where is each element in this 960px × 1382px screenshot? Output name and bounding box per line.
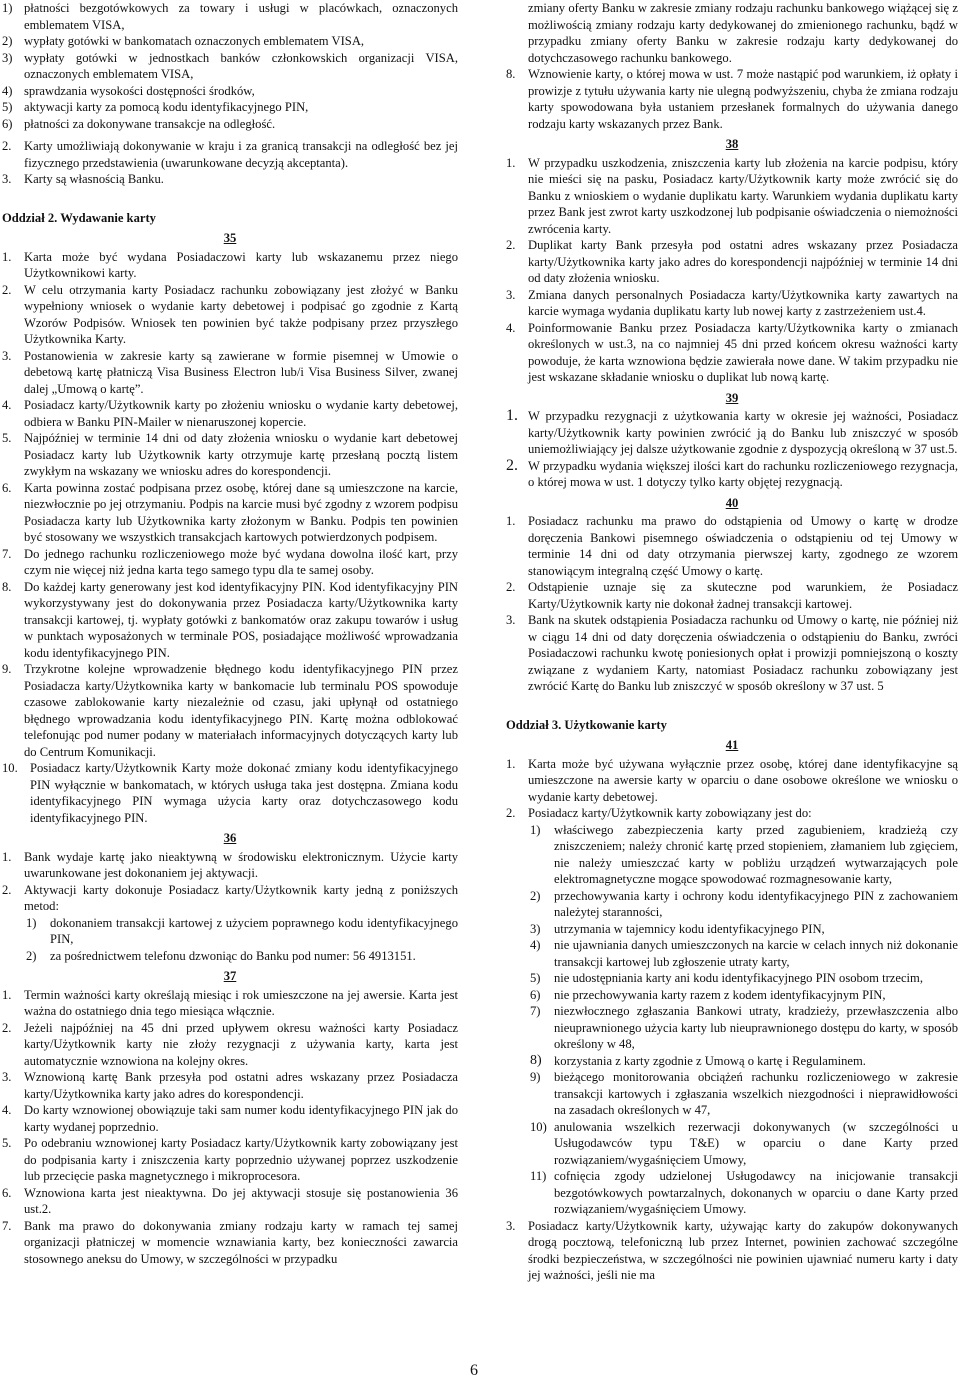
paragraph-heading-41: 41 <box>725 738 739 752</box>
item-text: Posiadacz rachunku ma prawo do odstąpienia od Umowy o kartę w drodze doręczenia Bankowi pisemnego oświadczenia o odstąpieniu od tej Umowy w terminie 14 dni od daty otrzymania pierwszej karty, zgodnego ze wzorem stanowiącym integralną część Umowy o kartę. <box>528 514 958 578</box>
item-number: 5. <box>2 431 12 445</box>
list-item <box>2 1185 458 1218</box>
sub-list-item <box>506 987 958 1004</box>
item-number: 1. <box>506 756 516 771</box>
list-item <box>2 83 458 100</box>
item-text: W celu otrzymania karty Posiadacz rachunku zobowiązany jest złożyć w Banku wypełniony wniosek o wydanie karty debetowej i podpisać go zgodnie z Kartą Wzorów Podpisów. Wniosek ten powinien być także podpisany przez przyszłego Użytkownika Karty. <box>24 282 458 346</box>
item-text: niezwłocznego zgłaszania Bankowi utraty, kradzieży, przewłaszczenia albo nieuprawnionego użycia karty lub nieuprawnionego dostępu do karty, w sposób określony w 48, <box>554 1004 958 1051</box>
item-text: zmiany oferty Banku w zakresie zmiany rodzaju rachunku bankowego wiążącej się z możliwością zmiany rodzaju karty dedykowanej do zmienionego rachunku, bądź w przypadku zmiany oferty Banku w zakresie rodzaju karty dedykowanej do dotychczasowego rachunku bankowego. <box>528 1 958 65</box>
item-number: 2. <box>506 238 516 252</box>
item-number: 1. <box>2 849 12 864</box>
list-item <box>2 430 458 480</box>
item-text: W przypadku wydania większej ilości kart do rachunku rozliczeniowego rezygnacja, o której mowa w ust. 1 dotyczy tylko karty objętej rezygnacją. <box>528 458 958 489</box>
item-text: Do jednego rachunku rozliczeniowego może być wydana dowolna ilość kart, przy czym nie więcej niż jedna karta tego samego typu dla te samej osoby. <box>24 546 458 577</box>
item-text: Termin ważności karty określają miesiąc i rok umieszczone na jej awersie. Karta jest ważna do ostatniego dnia tego miesiąca włącznie. <box>24 987 458 1018</box>
item-text: nie udostępniania karty ani kodu identyfikacyjnego PIN osobom trzecim, <box>554 971 923 985</box>
item-text: wypłaty gotówki w bankomatach oznaczonych emblematem VISA, <box>24 34 365 48</box>
sub-list-item <box>2 948 458 965</box>
paragraph-38-list <box>506 155 958 386</box>
item-number: 7) <box>530 1004 541 1018</box>
sub-list-item <box>506 1053 958 1070</box>
list-item <box>2 348 458 398</box>
item-number: 2) <box>26 948 37 963</box>
list-item <box>2 1102 458 1135</box>
paragraph-36-list <box>2 849 458 965</box>
paragraph-39-list <box>506 408 958 491</box>
list-item <box>506 513 958 579</box>
list-item <box>506 237 958 287</box>
list-item <box>506 805 958 822</box>
list-item <box>506 320 958 386</box>
item-number: 6. <box>2 480 12 495</box>
list-item <box>2 282 458 348</box>
paragraph-37-list <box>2 987 458 1268</box>
item-text: Do karty wznowionej obowiązuje taki sam numer kodu identyfikacyjnego PIN jak do karty wydanej poprzednio. <box>24 1103 458 1134</box>
item-text: Odstąpienie uznaje się za skuteczne pod warunkiem, że Posiadacz Karty/Użytkownik karty nie dokonał żadnej transakcji kartowej. <box>528 580 958 611</box>
list-item <box>2 987 458 1020</box>
list-item <box>506 408 958 458</box>
item-text: Najpóźniej w terminie 14 dni od daty złożenia wniosku o wydanie kart debetowej Posiadacz karty lub Użytkownik karty otrzymuje kartę przesłaną pocztą listem zwykłym na wskazany we wniosku adres do korespondencji. <box>24 431 458 478</box>
item-number: 1. <box>2 249 12 264</box>
list-item <box>2 480 458 546</box>
item-text: aktywacji karty za pomocą kodu identyfikacyjnego PIN, <box>24 100 309 114</box>
item-text: Duplikat karty Bank przesyła pod ostatni adres wskazany przez Posiadacza karty/Użytkownika karty jako adres do korespondencji najpóźniej w terminie 14 dni od daty złożenia wniosku. <box>528 238 958 285</box>
item-text: Karta może być wydana Posiadaczowi karty lub wskazanemu przez niego Użytkownikowi karty. <box>24 249 458 280</box>
item-number: 1) <box>2 1 13 15</box>
list-item <box>2 546 458 579</box>
item-text: bieżącego monitorowania obciążeń rachunku rozliczeniowego w zakresie transakcji kartowych i zgłaszania wszelkich niezgodności i nieprawidłowości na zasadach określonych w 47, <box>554 1070 958 1117</box>
item-text: Posiadacz karty/Użytkownik karty po złożeniu wniosku o wydanie karty debetowej, odbiera w Banku PIN-Mailer w nienaruszonej kopercie. <box>24 398 458 429</box>
sub-list-item <box>506 937 958 970</box>
item-number: 3) <box>2 50 13 65</box>
sub-list-item <box>506 1003 958 1053</box>
item-text: nie przechowywania karty razem z kodem identyfikacyjnym PIN, <box>554 987 886 1002</box>
item-number: 1. <box>2 987 12 1002</box>
list-item <box>506 579 958 612</box>
item-text: Jeżeli najpóźniej na 45 dni przed upływem okresu ważności karty Posiadacz karty/Użytkownik karty nie złoży rezygnacji z używania karty, karta jest automatycznie wznowiona na kolejny okres. <box>24 1020 458 1068</box>
list-item <box>506 287 958 320</box>
list-item <box>2 1020 458 1070</box>
item-text: Bank ma prawo do dokonywania zmiany rodzaju karty w ramach tej samej organizacji płatniczej w momencie wznawiania karty, bez konieczności zawarcia stosownego aneksu do Umowy, w szczególności w przypadku <box>24 1218 458 1266</box>
item-number: 2. <box>2 1020 12 1035</box>
sub-list-item <box>506 921 958 938</box>
item-text: przechowywania karty i ochrony kodu identyfikacyjnego PIN z zachowaniem należytej staranności, <box>554 888 958 919</box>
item-number: 3. <box>506 613 516 627</box>
list-item <box>506 458 958 491</box>
item-number: 5) <box>530 971 541 985</box>
paragraph-heading-39: 39 <box>725 390 739 405</box>
item-text: Bank wydaje kartę jako nieaktywną w środowisku elektronicznym. Użycie karty uwarunkowane jest dokonaniem jej aktywacji. <box>24 849 458 880</box>
list-item <box>2 661 458 760</box>
item-number: 6) <box>2 116 13 131</box>
list-item <box>2 249 458 282</box>
item-number: 4) <box>530 938 541 952</box>
item-number: 2) <box>2 34 13 48</box>
item-number: 2. <box>2 282 12 297</box>
item-number: 4. <box>506 320 516 335</box>
item-number: 8. <box>506 67 516 81</box>
item-text: Posiadacz karty/Użytkownik karty, używając karty do zakupów dokonywanych drogą pocztową, telefoniczną lub przez Internet, powinien zachować szczególne środki bezpieczeństwa, w szczególności nie powinien ujawniać numeru karty i daty jej ważności, jeśli nie ma <box>528 1218 958 1282</box>
paragraph-35-list <box>2 249 458 827</box>
item-text: nie ujawniania danych umieszczonych na karcie w celach innych niż dokonanie transakcji kartowej lub zgłoszenie utraty karty, <box>554 938 958 969</box>
list-item <box>2 882 458 915</box>
item-text: płatności bezgotówkowych za towary i usługi w placówkach, oznaczonych emblematem VISA, <box>24 1 458 32</box>
item-text: W przypadku rezygnacji z użytkowania karty w okresie jej ważności, Posiadacz karty/Użytkownik karty powinien zwrócić ją do Banku lub zniszczyć w sposób uniemożliwiający jej dalsze użytkowanie zgodnie z dyspozycją określoną w 37 ust.5. <box>528 409 958 456</box>
item-number: 4) <box>2 83 13 98</box>
item-number: 7. <box>2 546 12 561</box>
item-number: 3. <box>2 348 12 363</box>
item-number: 8) <box>530 1052 542 1068</box>
sub-list-item <box>506 1119 958 1169</box>
item-number: 9. <box>2 662 12 676</box>
list-item <box>2 397 458 430</box>
item-text: Wznowienie karty, o której mowa w ust. 7 może nastąpić pod warunkiem, iż opłaty i prowizje z tytułu używania karty nie ulegną podwyższeniu, chyba że zmiana rodzaju karty spowodowana była ustaniem przesłanek formalnych do używania danego rodzaju karty wskazanych przez Bank. <box>528 67 958 131</box>
item-number: 2. <box>2 139 12 153</box>
item-number: 3. <box>506 287 516 302</box>
item-number: 5) <box>2 100 13 114</box>
item-text: Posiadacz karty/Użytkownik Karty może dokonać zmiany kodu identyfikacyjnego PIN wyłącznie w bankomatach, w których usługa taka jest dostępna. Zmiana kodu identyfikacyjnego PIN wymaga użycia karty oraz dotychczasowego kodu identyfikacyjnego PIN. <box>30 761 458 825</box>
list-item <box>2 760 458 826</box>
page-number: 6 <box>470 1362 478 1379</box>
item-text: wypłaty gotówki w jednostkach banków członkowskich organizacji VISA, oznaczonych emblematem VISA, <box>24 50 458 81</box>
list-item <box>2 1135 458 1185</box>
list-item <box>2 138 458 171</box>
item-text: Do każdej karty generowany jest kod identyfikacyjny PIN. Kod identyfikacyjny PIN wykorzystywany jest do dokonywania przez Posiadacza karty/Użytkownika karty transakcji kartowej, tj. wypłaty gotówki z bankomatów oraz zakupu towarów i usług w punktach wyposażonych w terminale POS, posiadające możliwość wprowadzania kodu identyfikacyjnego PIN. <box>24 579 458 660</box>
item-text: płatności za dokonywane transakcje na odległość. <box>24 116 276 131</box>
paragraph-heading-36: 36 <box>223 831 237 845</box>
item-text: W przypadku uszkodzenia, zniszczenia karty lub złożenia na karcie podpisu, który nie mieści się na pasku, Posiadacz karty/Użytkownik karty może zwrócić się do Banku z wnioskiem o wydanie duplikatu karty. Warunkiem wydania duplikatu karty przez Bank jest zwrot karty uszkodzonej lub podpisanie oświadczenia o niemożności zwrócenia karty. <box>528 155 958 236</box>
item-number: 9) <box>530 1070 541 1084</box>
item-number: 4. <box>2 398 12 412</box>
item-text: Karta powinna zostać podpisana przez osobę, której dane są umieszczone na karcie, niezwłocznie po jej otrzymaniu. Podpis na karcie musi być zgodny z wzorem podpisu Posiadacza karty lub Użytkownika karty złożonym w Banku. Podpis ten powinien być stosowany we wszystkich transakcjach kartowych potwierdzonych podpisem. <box>24 480 458 544</box>
sub-list-item <box>506 888 958 921</box>
list-item <box>2 1218 458 1268</box>
sub-list-item <box>506 1069 958 1119</box>
item-text: Postanowienia w zakresie karty są zawierane w formie pisemnej w Umowie o debetową kartę płatniczą Visa Business Electron lub/i Visa Business Silver, zwanej dalej „Umową o kartę”. <box>24 348 458 396</box>
item-number: 3. <box>2 172 12 186</box>
sub-list-item <box>506 822 958 888</box>
list-item <box>2 99 458 116</box>
item-number: 1. <box>506 155 516 170</box>
item-number: 1) <box>26 915 37 930</box>
item-text: cofnięcia zgody udzielonej Usługodawcy na inicjowanie transakcji bezgotówkowych powtarzalnych, dokonanych w oparciu o dane Karty przed rozwiązaniem/wygaśnięciem Umowy. <box>554 1169 958 1216</box>
item-text: za pośrednictwem telefonu dzwoniąc do Banku pod numer: 56 4913151. <box>50 948 416 963</box>
paragraph-heading-37: 37 <box>223 969 237 983</box>
item-text: Po odebraniu wznowionej karty Posiadacz karty/Użytkownik karty zobowiązany jest do podpisania karty i zniszczenia karty poprzednio używanej poprzez uszkodzenie lub przecięcie paska magnetycznego i mikroprocesora. <box>24 1136 458 1183</box>
item-number: 6. <box>2 1185 12 1200</box>
list-item <box>506 1218 958 1284</box>
paragraph-40-list <box>506 513 958 695</box>
item-text: Wznowiona karta jest nieaktywna. Do jej aktywacji stosuje się postanowienia 36 ust.2. <box>24 1185 458 1216</box>
item-number: 10. <box>2 761 18 775</box>
item-text: Aktywacji karty dokonuje Posiadacz karty/Użytkownik karty jedną z poniższych metod: <box>24 882 458 913</box>
section-heading-usage: Oddział 3. Użytkowanie karty <box>506 717 667 732</box>
list-item <box>506 756 958 806</box>
sub-list-item <box>506 1168 958 1218</box>
item-number: 2. <box>2 882 12 897</box>
sub-list-item <box>2 915 458 948</box>
item-number: 7. <box>2 1218 12 1233</box>
item-text: Poinformowanie Banku przez Posiadacza karty/Użytkownika karty o zmianach określonych w ust.3, na co najmniej 45 dni przed końcem okresu ważności karty powoduje, że karta wznowiona będzie zawierała nowe dane. W takim przypadku nie jest wskazane składanie wniosku o duplikat lub nową kartę. <box>528 320 958 384</box>
item-text: Karty są własnością Banku. <box>24 172 164 186</box>
item-text: sprawdzania wysokości dostępności środków, <box>24 83 255 98</box>
item-text: korzystania z karty zgodnie z Umową o kartę i Regulaminem. <box>554 1053 866 1068</box>
item-number: 4. <box>2 1103 12 1117</box>
item-number: 2. <box>506 806 516 820</box>
paragraph-41-list <box>506 756 958 1284</box>
item-text: Wznowioną kartę Bank przesyła pod ostatni adres wskazany przez Posiadacza karty/Użytkownika karty jako adres do korespondencji. <box>24 1070 458 1101</box>
paragraph-heading-40: 40 <box>725 495 739 510</box>
list-item <box>2 0 458 33</box>
item-text: właściwego zabezpieczenia karty przed zagubieniem, kradzieżą czy zniszczeniem; należy chronić kartę przed stopieniem, złamaniem lub zgięciem, nie należy umieszczać karty w pobliżu urządzeń wytwarzających pole elektromagnetyczne mogące spowodować rozmagnesowanie karty, <box>554 822 958 886</box>
left-column <box>2 0 458 1382</box>
paragraph-heading-35: 35 <box>223 231 237 245</box>
list-item <box>2 50 458 83</box>
item-number: 1) <box>530 822 541 837</box>
continuation-text <box>506 0 958 66</box>
item-number: 2. <box>506 456 518 474</box>
item-number: 3) <box>530 921 541 936</box>
list-item <box>2 1069 458 1102</box>
intro-list <box>2 0 458 132</box>
item-number: 5. <box>2 1136 12 1150</box>
item-number: 10) <box>530 1119 547 1134</box>
item-text: Posiadacz karty/Użytkownik karty zobowiązany jest do: <box>528 806 812 820</box>
item-text: dokonaniem transakcji kartowej z użyciem poprawnego kodu identyfikacyjnego PIN, <box>50 915 458 946</box>
item-text: Karta może być używana wyłącznie przez osobę, której dane identyfikacyjne są umieszczone na awersie karty w oparciu o dane osobowe określone we wniosku o wydanie karty debetowej. <box>528 756 958 804</box>
list-item <box>2 579 458 662</box>
item-number: 3. <box>506 1218 516 1233</box>
pre-section-list <box>2 138 458 188</box>
item-number: 8. <box>2 579 12 594</box>
item-text: Zmiana danych personalnych Posiadacza karty/Użytkownika karty zawartych na karcie wymaga wydania duplikatu karty lub nowej karty z zastrzeżeniem ust.4. <box>528 287 958 318</box>
item-text: Trzykrotne kolejne wprowadzenie błędnego kodu identyfikacyjnego PIN przez Posiadacza karty/Użytkownika karty w bankomacie lub terminalu POS spowoduje czasowe zablokowanie karty niezależnie od czasu, jaki upłynął od ostatniego błędnego wprowadzania kodu identyfikacyjnego PIN. Kartę można odblokować telefonując pod numer podany w materiałach informacyjnych dotyczących karty lub do Centrum Komunikacji. <box>24 662 458 759</box>
sub-list-item <box>506 970 958 987</box>
paragraph-heading-38: 38 <box>725 137 739 151</box>
list-item <box>2 116 458 133</box>
item-text: utrzymania w tajemnicy kodu identyfikacyjnego PIN, <box>554 921 825 936</box>
item-number: 2) <box>530 888 541 903</box>
item-number: 2. <box>506 580 516 594</box>
list-item <box>506 612 958 695</box>
list-item <box>2 171 458 188</box>
item-text: anulowania wszelkich rezerwacji dokonywanych (w szczególności u Usługodawców typu T&E) w oparciu o dane Karty przed rozwiązaniem/wygaśnięciem Umowy, <box>554 1119 958 1167</box>
section-heading-issuing: Oddział 2. Wydawanie karty <box>2 210 156 225</box>
list-item <box>2 849 458 882</box>
item-text: Karty umożliwiają dokonywanie w kraju i za granicą transakcji na odległość bez jej fizycznego przedstawienia (uwarunkowane decyzją akceptanta). <box>24 139 458 170</box>
list-item <box>506 155 958 238</box>
list-item <box>2 33 458 50</box>
item-number: 6) <box>530 987 541 1002</box>
list-item <box>506 66 958 132</box>
item-number: 1. <box>506 407 518 424</box>
right-column <box>506 0 958 1382</box>
item-number: 1. <box>506 514 516 528</box>
item-number: 3. <box>2 1070 12 1084</box>
item-text: Bank na skutek odstąpienia Posiadacza rachunku od Umowy o kartę, nie później niż w ciągu 14 dni od daty doręczenia oświadczenia o odstąpieniu do Banku, zwróci Posiadaczowi rachunku kwotę poniesionych opłat i prowizji pomniejszoną o koszty związane z wydaniem Karty, natomiast Posiadacz rachunku zobowiązany jest zwrócić Kartę do Banku lub zniszczyć w sposób określony w 37 ust. 5 <box>528 613 958 693</box>
item-number: 11) <box>530 1169 547 1183</box>
